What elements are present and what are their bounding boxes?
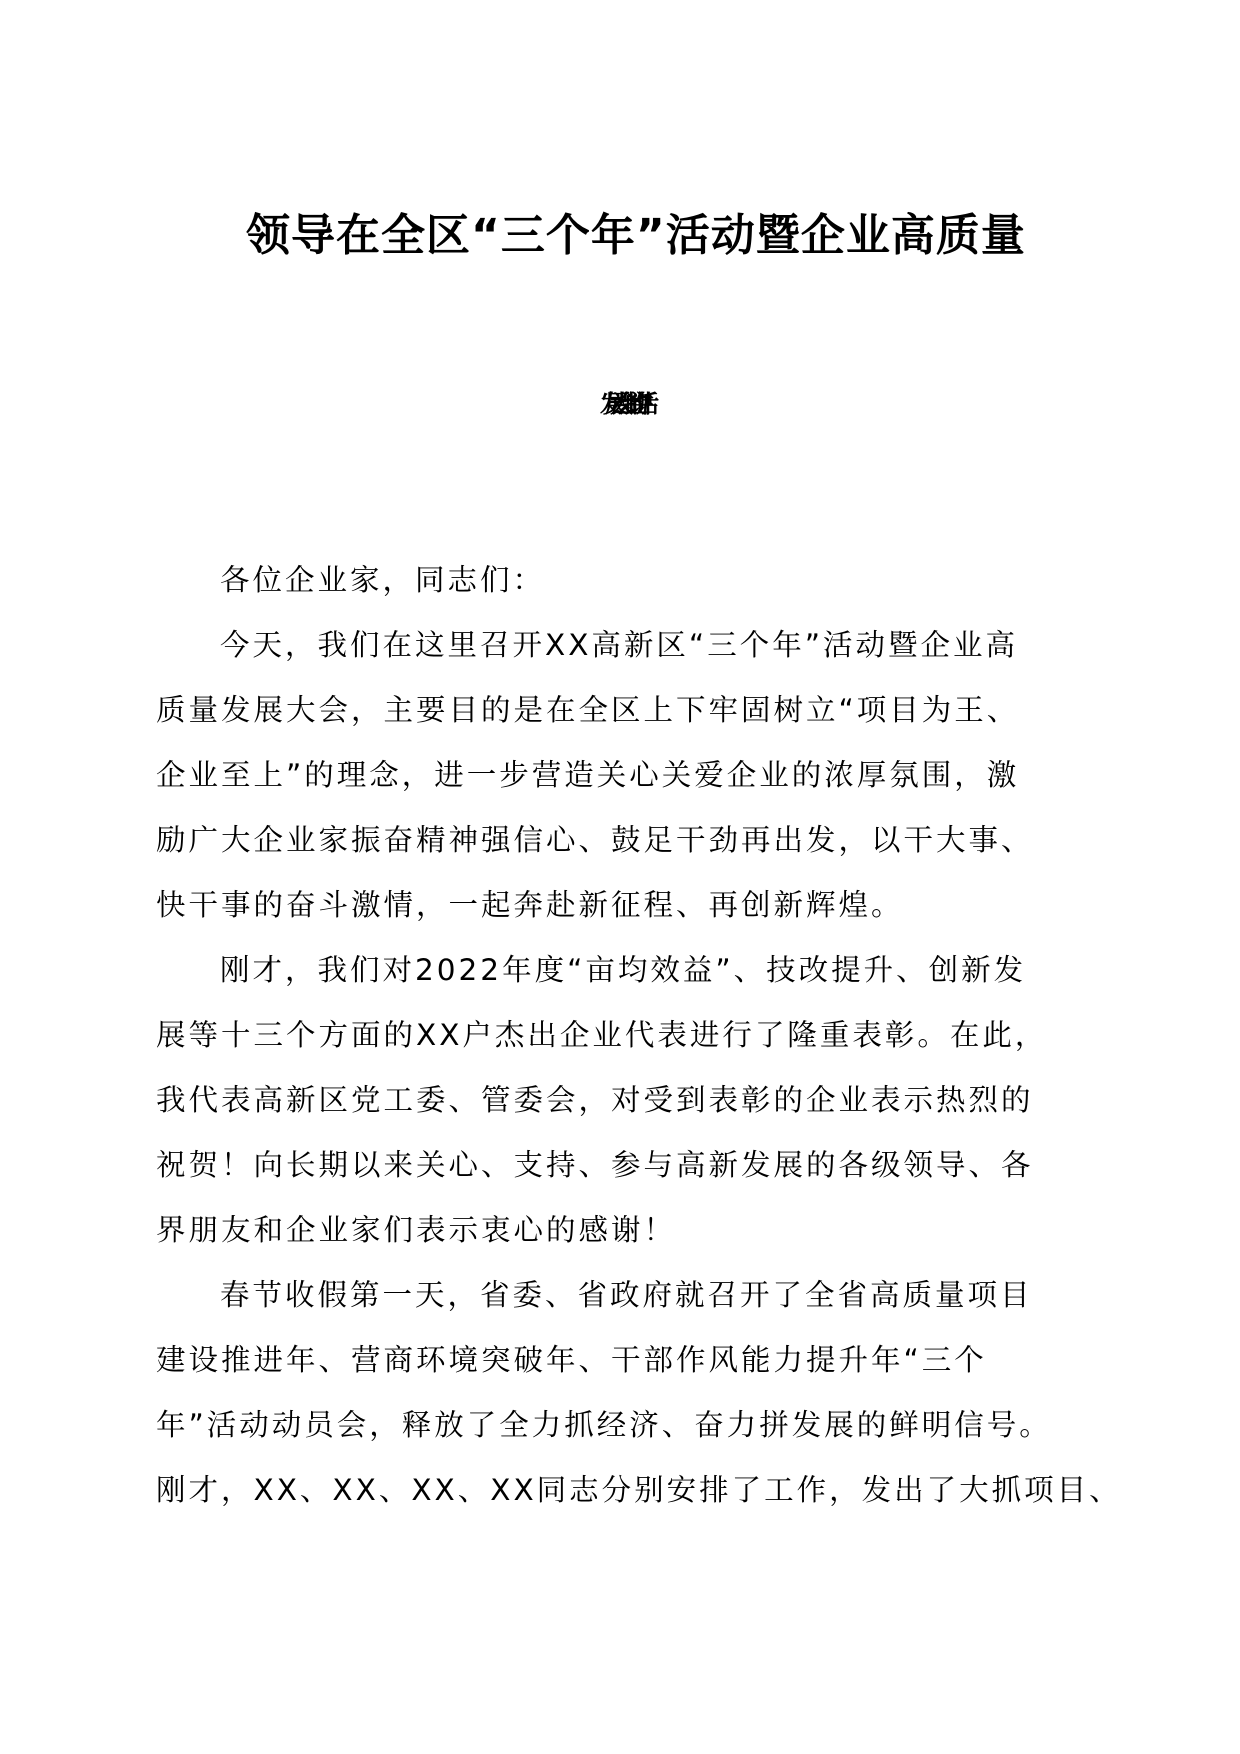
paragraph-line: 励广大企业家振奋精神强信心、鼓足干劲再出发，以干大事、 [156,823,1034,857]
salutation: 各位企业家，同志们： [220,563,546,597]
paragraph-line: 建设推进年、营商环境突破年、干部作风能力提升年“三个 [156,1343,987,1377]
paragraph-line: 界朋友和企业家们表示衷心的感谢！ [156,1213,677,1247]
document-title-line-1: 领导在全区“三个年”活动暨企业高质量 [246,210,1026,261]
paragraph-line: 企业至上”的理念，进一步营造关心关爱企业的浓厚氛围，激 [156,758,1020,792]
paragraph-line: 我代表高新区党工委、管委会，对受到表彰的企业表示热烈的 [156,1083,1034,1117]
paragraph-line: 刚才，我们对2022年度“亩均效益”、技改提升、创新发 [220,953,1027,987]
paragraph-line: 刚才，XX、XX、XX、XX同志分别安排了工作，发出了大抓项目、 [156,1473,1122,1507]
paragraph-line: 祝贺！向长期以来关心、支持、参与高新发展的各级领导、各 [156,1148,1034,1182]
paragraph-line: 今天，我们在这里召开XX高新区“三个年”活动暨企业高 [220,628,1018,662]
paragraph-line: 春节收假第一天，省委、省政府就召开了全省高质量项目 [220,1278,1033,1312]
paragraph-line: 质量发展大会，主要目的是在全区上下牢固树立“项目为王、 [156,693,1020,727]
document-title-line-2: 发展大会上的讲话 [600,390,640,418]
paragraph-line: 年”活动动员会，释放了全力抓经济、奋力拼发展的鲜明信号。 [156,1408,1052,1442]
paragraph-line: 展等十三个方面的XX户杰出企业代表进行了隆重表彰。在此， [156,1018,1048,1052]
paragraph-line: 快干事的奋斗激情，一起奔赴新征程、再创新辉煌。 [156,888,904,922]
